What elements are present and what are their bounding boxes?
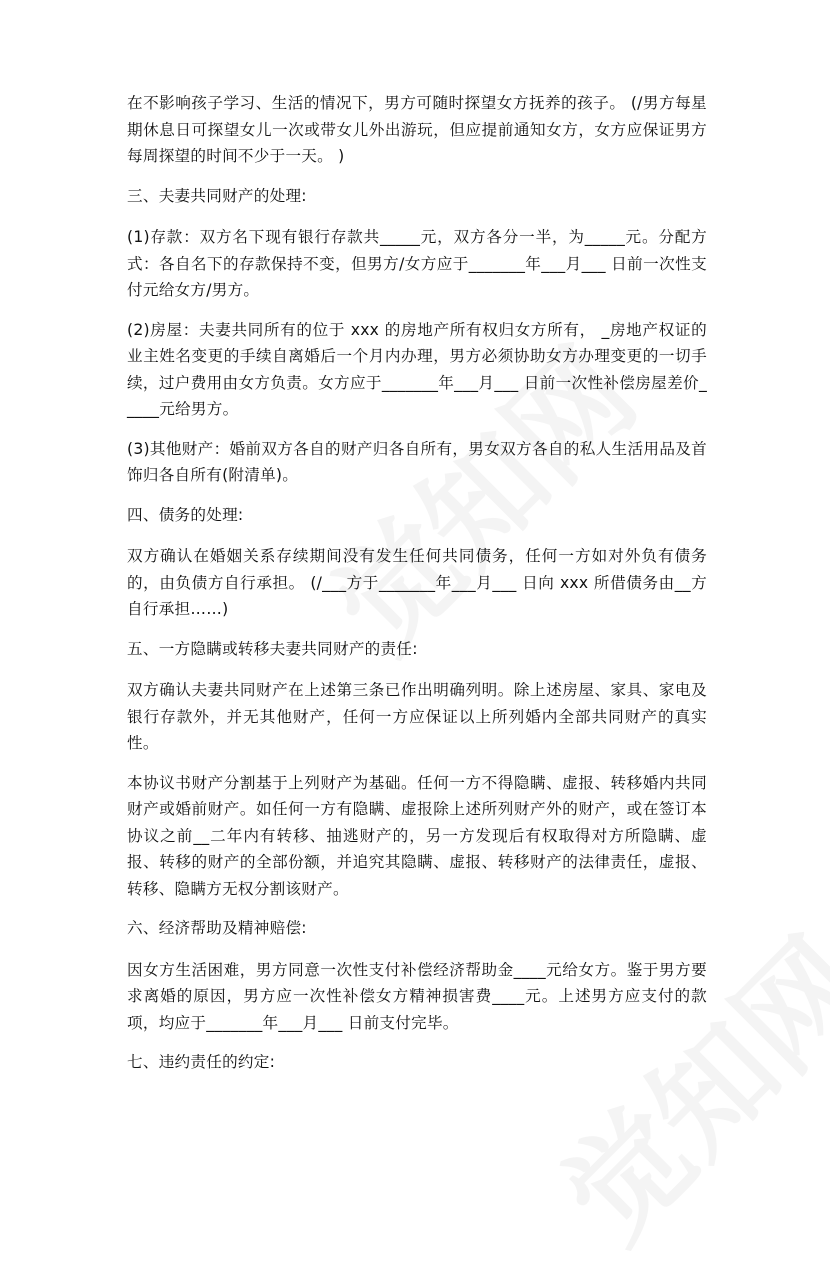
paragraph-other-property: (3)其他财产：婚前双方各自的财产归各自所有，男女双方各自的私人生活用品及首饰归各自所有(附清单)。 bbox=[127, 439, 707, 484]
paragraph-division-basis: 本协议书财产分割基于上列财产为基础。任何一方不得隐瞒、虚报、转移婚内共同财产或婚前财产。如任何一方有隐瞒、虚报除上述所列财产外的财产，或在签订本协议之前__二年内有转移、抽逃财产的，另一方发现后有权取得对方所隐瞒、虚报、转移的财产的全部份额，并追究其隐瞒、虚报、转移财产的法律责任，虚报、转移、隐瞒方无权分割该财产。 bbox=[127, 773, 707, 898]
paragraph-house: (2)房屋：夫妻共同所有的位于 xxx 的房地产所有权归女方所有， _房地产权证的业主姓名变更的手续自离婚后一个月内办理，男方必须协助女方办理变更的一切手续，过户费用由女方负责。女方应于_______年___月___ 日前一次性补偿房屋差价_____元给男方。 bbox=[127, 320, 707, 418]
paragraph-visitation: 在不影响孩子学习、生活的情况下，男方可随时探望女方抚养的孩子。 (/男方每星期休息日可探望女儿一次或带女儿外出游玩，但应提前通知女方，女方应保证男方每周探望的时间不少于一天。 ) bbox=[127, 94, 707, 165]
paragraph-debts: 双方确认在婚姻关系存续期间没有发生任何共同债务，任何一方如对外负有债务的，由负债方自行承担。 (/___方于_______年___月___ 日向 xxx 所借债务由__方自行承担……) bbox=[127, 547, 707, 618]
document-body bbox=[127, 90, 707, 1091]
section-heading-compensation: 六、经济帮助及精神赔偿: bbox=[127, 919, 307, 937]
paragraph-deposits: (1)存款：双方名下现有银行存款共_____元，双方各分一半，为_____元。分配方式：各自名下的存款保持不变，但男方/女方应于_______年___月___ 日前一次性支付元给女方/男方。 bbox=[127, 228, 707, 299]
paragraph-compensation: 因女方生活困难，男方同意一次性支付补偿经济帮助金____元给女方。鉴于男方要求离婚的原因，男方应一次性补偿女方精神损害费____元。上述男方应支付的款项，均应于_______年___月___ 日前支付完毕。 bbox=[127, 960, 707, 1032]
section-heading-concealment: 五、一方隐瞒或转移夫妻共同财产的责任: bbox=[127, 639, 418, 658]
section-heading-debts: 四、债务的处理: bbox=[127, 505, 244, 524]
paragraph-confirmation: 双方确认夫妻共同财产在上述第三条已作出明确列明。除上述房屋、家具、家电及银行存款外，并无其他财产，任何一方应保证以上所列婚内全部共同财产的真实性。 bbox=[127, 681, 707, 752]
section-heading-property: 三、夫妻共同财产的处理: bbox=[127, 186, 307, 205]
section-heading-breach: 七、违约责任的约定: bbox=[127, 1053, 276, 1071]
